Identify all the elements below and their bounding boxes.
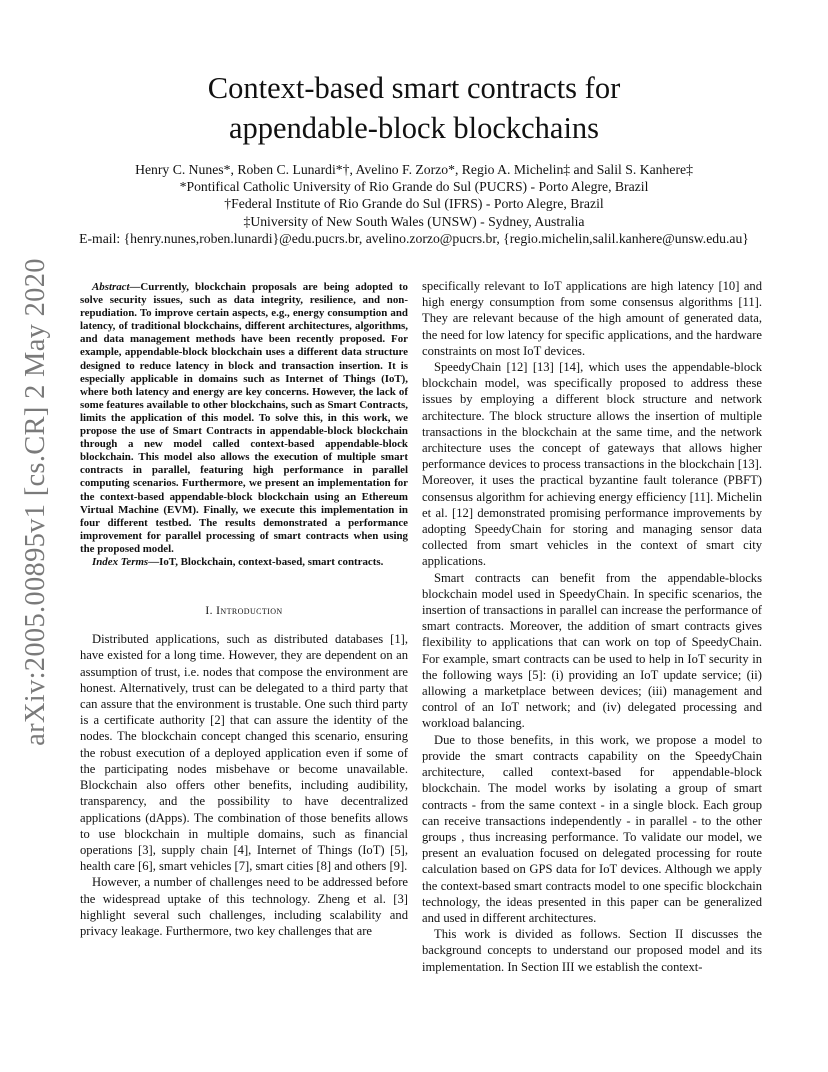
intro-paragraph-7: This work is divided as follows. Section II discusses the background concepts to understand our proposed model and its implementation. In Section III we establish the context- (422, 927, 762, 974)
abstract (80, 281, 408, 556)
abstract-text: —Currently, blockchain proposals are being adopted to solve security issues, such as data integrity, resilience, and non-repudiation. To improve certain aspects, e.g., energy consumption and latency, of traditional blockchains, different architectures, algorithms, and data management methods have been recently proposed. For example, appendable-block blockchain uses a different data structure designed to reduce latency in block and transaction insertion. It is especially applicable in domains such as Internet of Things (IoT), where both latency and energy are key concerns. However, the lack of some features available to other blockchains, such as Smart Contracts, limits the application of this model. To solve this, in this work, we propose the use of Smart Contracts in appendable-block blockchain through a new model called context-based appendable-block blockchain. This model also allows the execution of multiple smart contracts in parallel, featuring high performance in parallel computing scenarios. Furthermore, we present an implementation for the context-based appendable-block blockchain using an Ethereum Virtual Machine (EVM). Finally, we execute this implementation in four different testbed. The results demonstrated a performance improvement for parallel processing of smart contracts when using the proposed model. (80, 281, 408, 555)
index-terms (80, 556, 408, 569)
index-terms-text: —IoT, Blockchain, context-based, smart contracts. (148, 555, 384, 568)
paper-title-line-2: appendable-block blockchains (228, 111, 600, 145)
arxiv-identifier-text: arXiv:2005.00895v1 [cs.CR] 2 May 2020 (20, 258, 51, 746)
paper-title (0, 68, 828, 148)
left-column (80, 281, 408, 939)
author-emails: E-mail: {henry.nunes,roben.lunardi}@edu.pucrs.br, avelino.zorzo@pucrs.br, {regio.michelin,salil.kanhere@unsw.edu.au} (79, 230, 749, 246)
intro-paragraph-3: specifically relevant to IoT applications are high latency [10] and high energy consumption from some consensus algorithms [11]. They are relevant because of the high amount of generated data, the need for low latency for specific applications, and the hardware constraints on most IoT devices. (422, 279, 762, 358)
affiliation-pucrs: *Pontifical Catholic University of Rio Grande do Sul (PUCRS) - Porto Alegre, Brazil (179, 179, 649, 195)
intro-paragraph-4: SpeedyChain [12] [13] [14], which uses the appendable-block blockchain model, was specifically proposed to address these issues by employing a different block structure and network architecture. The block structure allows the insertion of multiple transactions in the blockchain at the same time, and the network architecture uses the concept of gateways that allows higher performance devices to process transactions in the blockchain [13]. Moreover, it uses the practical byzantine fault tolerance (PBFT) consensus algorithm for achieving energy efficiency [11]. Michelin et al. [12] demonstrated promising performance improvements by adopting SpeedyChain for storing and managing sensor data collected from smart vehicles in the context of smart city applications. (422, 360, 762, 569)
section-heading-introduction: I. Introduction (205, 605, 283, 618)
intro-paragraph-1: Distributed applications, such as distributed databases [1], have existed for a long time. However, they are dependent on an assumption of trust, i.e. nodes that compose the environment are honest. Alternatively, trust can be delegated to a third party that can assure that the environment is trustable. One such third party is a certificate authority [2] that can assure the identity of the nodes. The blockchain concept changed this scenario, ensuring the robust execution of a deployed application even if some of the participating nodes misbehave or become unavailable. Blockchain also offers other benefits, including audibility, transparency, and the possibility to have decentralized applications (dApps). The combination of those benefits allows to use blockchain in multiple domains, such as financial operations [3], supply chain [4], Internet of Things (IoT) [5], health care [6], smart vehicles [7], smart cities [8] and others [9]. (80, 632, 408, 874)
intro-paragraph-6: Due to those benefits, in this work, we propose a model to provide the smart contracts capability on the SpeedyChain architecture, called context-based for appendable-block blockchain. The model works by isolating a group of smart contracts - from the same context - in a single block. Each group can receive transactions independently - in parallel - to the other groups , thus increasing performance. To validate our model, we present an evaluation focused on delegated processing for route calculation based on GPS data for IoT devices. Although we apply the context-based smart contracts model to one specific blockchain technology, the ideas presented in this paper can be generalized and used in different architectures. (422, 732, 762, 925)
affiliation-ifrs: †Federal Institute of Rio Grande do Sul (IFRS) - Porto Alegre, Brazil (224, 196, 604, 212)
author-list: Henry C. Nunes*, Roben C. Lunardi*†, Avelino F. Zorzo*, Regio A. Michelin‡ and Salil S. Kanhere‡ (135, 162, 693, 177)
affiliation-unsw: ‡University of New South Wales (UNSW) - Sydney, Australia (243, 213, 585, 229)
intro-paragraph-5: Smart contracts can benefit from the appendable-blocks blockchain model used in SpeedyChain. In specific scenarios, the insertion of transactions in parallel can increase the performance of smart contracts. Moreover, the addition of smart contracts gives flexibility to applications that can work on top of SpeedyChain. For example, smart contracts can be used to help in IoT security in the following ways [5]: (i) providing an IoT update service; (ii) allowing a marketplace between devices; (iii) management and control of an IoT network; and (iv) delegated processing and workload balancing. (422, 570, 762, 731)
paper-title-line-1: Context-based smart contracts for (207, 71, 621, 105)
intro-paragraph-2: However, a number of challenges need to be addressed before the widespread uptake of this technology. Zheng et al. [3] highlight several such challenges, including scalability and privacy leakage. Furthermore, two key challenges that are (80, 875, 408, 938)
abstract-label: Abstract (92, 281, 130, 293)
right-column (422, 278, 762, 975)
author-block (0, 161, 828, 247)
index-terms-label: Index Terms (92, 555, 149, 568)
arxiv-identifier-stamp (16, 258, 56, 746)
